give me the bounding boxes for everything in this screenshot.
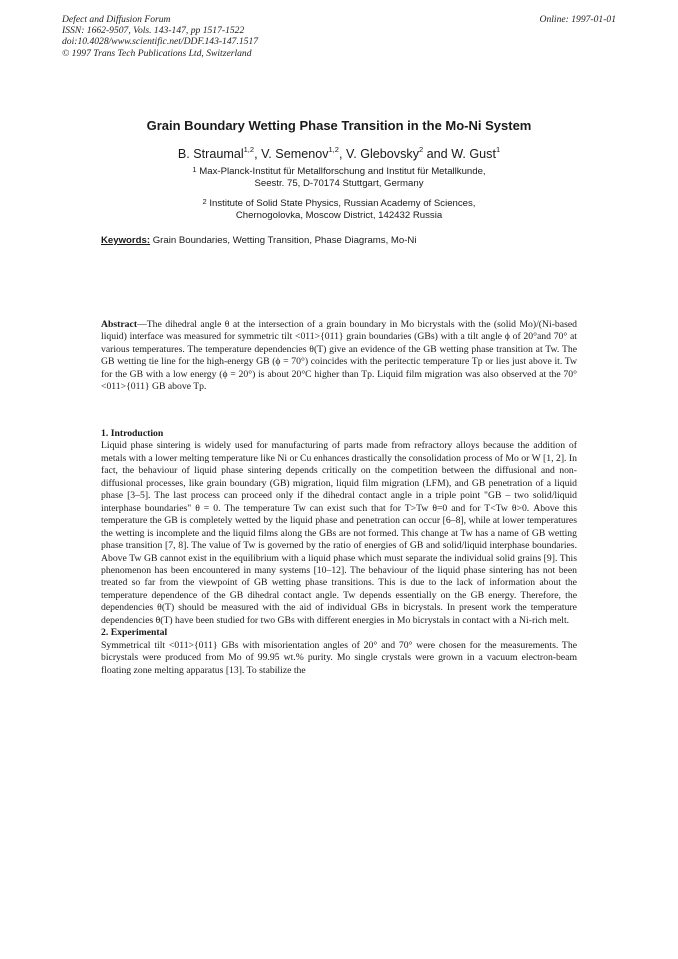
author: V. Semenov$^{1,2}$,	[261, 145, 346, 161]
journal-name: Defect and Diffusion Forum	[62, 14, 171, 25]
section-heading: 1. Introduction	[101, 428, 164, 439]
body-sections	[101, 428, 577, 677]
affiliation-1: $^1$ Max-Planck-Institut für Metallforschung and Institut für Metallkunde, Seestr. 75, D-70174 Stuttgart, Germany	[192, 165, 486, 190]
section-text: Liquid phase sintering is widely used for manufacturing of parts made from refractory alloys because the addition of metals with a lower melting temperature like Ni or Cu enhances drastically the consolidation process of Mo or W [1, 2]. In fact, the behaviour of liquid phase sintering depends critically on the competition between the diffusional and non-diffusional processes, like grain boundary (GB) migration, liquid film migration (LFM), and GB penetration of a liquid phase [3–5]. The last process can proceed only if the dihedral contact angle in a triple point "GB – two solid/liquid interphase boundaries" θ = 0. The temperature Tw can exist such that for T>Tw θ=0 and for T<Tw θ>0. Above this temperature the GB is completely wetted by the liquid phase and penetration can occur [6–8], while at lower temperatures the wetting is incomplete and the liquid films along the GBs are not formed. This change at Tw has a name of GB wetting phase transition [7, 8]. The value of Tw is governed by the ratio of energies of GB and solid/liquid interphase boundaries. Above Tw GB cannot exist in the equilibrium with a liquid phase which must separate the individual solid grains [9]. This phenomenon has been encountered in many systems [10–12]. The behaviour of the liquid phase sintering has not been treated so far from the viewpoint of GB wetting phase transitions. This is due to the lack of information about the temperature dependence of the GB dihedral contact angle. Tw depends essentially on the GB energy. Therefore, the dependencies θ(T) should be measured with the aid of individual GBs in bicrystals. In present work the temperature dependencies θ(T) have been studied for two GBs with different energies in Mo bicrystals in contact with a Ni-rich melt.	[101, 440, 577, 626]
author: V. Glebovsky$^2$ and	[345, 145, 452, 161]
issn-line: ISSN: 1662-9507, Vols. 143-147, pp 1517-1522	[62, 25, 245, 37]
section-text: Symmetrical tilt <011>{011} GBs with misorientation angles of 20° and 70° were chosen for the measurements. The bicrystals were produced from Mo of 99.95 wt.% purity. Mo single crystals were grown in a vacuum electron-beam floating zone melting apparatus [13]. To stabilize the	[101, 639, 577, 676]
section-heading: 2. Experimental	[101, 627, 168, 639]
copyright-line: © 1997 Trans Tech Publications Ltd, Switzerland	[62, 47, 252, 59]
online-date: Online: 1997-01-01	[539, 14, 616, 25]
author: W. Gust$^1$	[451, 145, 501, 161]
author: B. Straumal$^{1,2}$,	[177, 145, 262, 161]
keywords-label: Keywords:	[101, 235, 151, 246]
abstract-text: —The dihedral angle θ at the intersection of a grain boundary in Mo bicrystals with the (solid Mo)/(Ni-based liquid) interface was measured for symmetric tilt <011>{011} grain boundaries (GBs) with a tilt angle ϕ of 20°and 70° at various temperatures. The temperature dependencies θ(T) give an evidence of the GB wetting phase transition at Tw. The GB wetting tie line for the high-energy GB (ϕ = 70°) coincides with the peritectic temperature Tp or lies just above it. Tw for the GB with a low energy (ϕ = 20°) is about 20°C higher than Tp. Liquid film migration was also observed at the 70° <011>{011} GB above Tp.	[101, 319, 577, 393]
journal-header	[62, 14, 258, 59]
author-list	[0, 147, 678, 161]
doi-line: doi:10.4028/www.scientific.net/DDF.143-147.1517	[62, 36, 259, 48]
abstract	[101, 319, 577, 394]
affiliation-2: $^2$ Institute of Solid State Physics, Russian Academy of Sciences, Chernogolovka, Moscow District, 142432 Russia	[202, 197, 476, 222]
abstract-label: Abstract	[101, 319, 138, 330]
keywords-text: Grain Boundaries, Wetting Transition, Phase Diagrams, Mo-Ni	[152, 235, 417, 246]
keywords	[101, 235, 416, 246]
paper-title: Grain Boundary Wetting Phase Transition in the Mo-Ni System	[146, 118, 532, 133]
